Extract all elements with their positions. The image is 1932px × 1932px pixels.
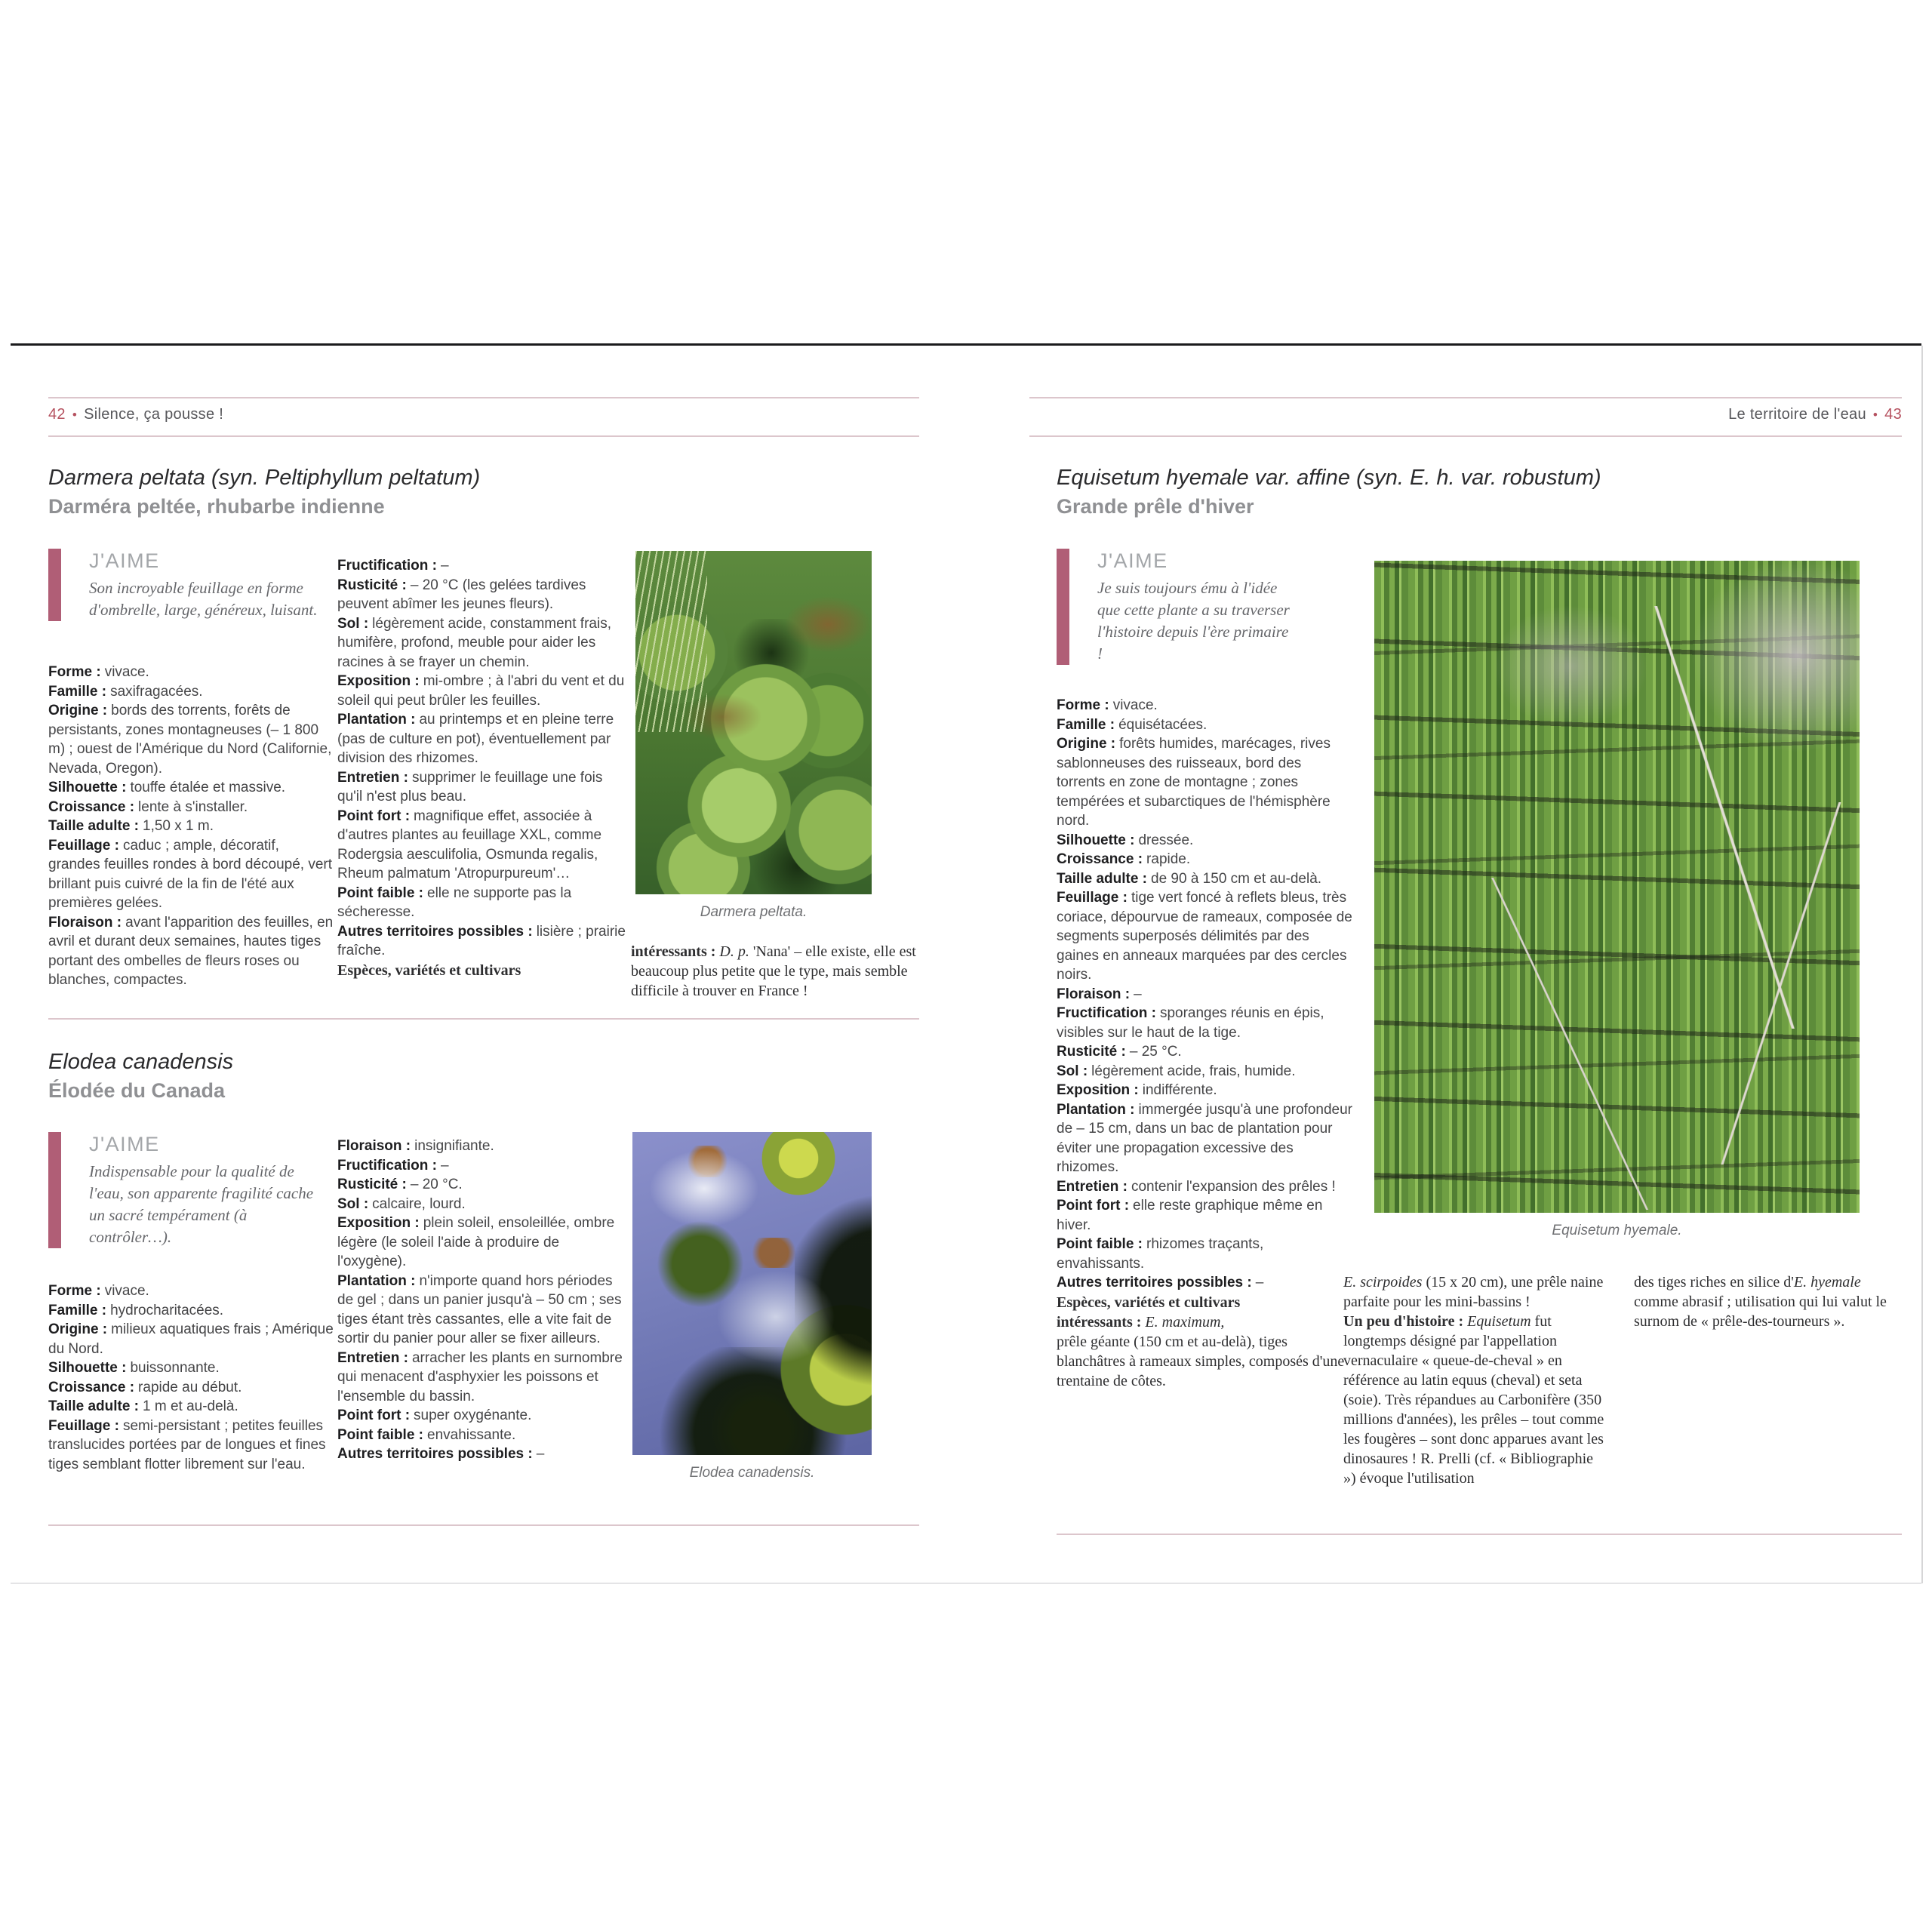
left-header-rule-bottom (48, 435, 919, 437)
spec-label: Taille adulte : (1057, 870, 1148, 887)
accent-bar (1057, 549, 1069, 665)
spec-line (337, 1214, 626, 1272)
spec-line (48, 798, 334, 817)
spec-label: Plantation : (1057, 1101, 1135, 1118)
spec-label: Exposition : (337, 1215, 420, 1231)
darmera-title-block (48, 465, 728, 518)
spec-value: – 25 °C. (1129, 1044, 1182, 1060)
right-header-rule-bottom (1029, 435, 1902, 437)
darmera-photo (635, 551, 872, 894)
spec-label: Silhouette : (48, 1360, 127, 1376)
spec-value: n'importe quand hors périodes de gel ; dans un panier jusqu'à – 50 cm ; ses tiges étant très cassantes, elle a vite fait de sortir du panier pour aller se fixer ailleurs. (337, 1272, 622, 1346)
darmera-cultivars-note (631, 942, 942, 1001)
spec-label: Autres territoires possibles : (1057, 1275, 1252, 1291)
spec-value: mi-ombre ; à l'abri du vent et du soleil qui peut brûler les feuilles. (337, 673, 625, 709)
spec-value: hydrocharitacées. (110, 1302, 224, 1318)
spec-label: Silhouette : (1057, 832, 1135, 848)
history-cont-post: comme abrasif ; utilisation qui lui valut le surnom de « prêle-des-tourneurs ». (1634, 1294, 1887, 1330)
spec-value: de 90 à 150 cm et au-delà. (1151, 870, 1322, 887)
elodea-jaime-block (48, 1132, 328, 1248)
spec-value: elle ne supporte pas la sécheresse. (337, 884, 572, 920)
darmera-common-name: Darméra peltée, rhubarbe indienne (48, 495, 385, 518)
spec-line (1057, 869, 1352, 889)
spec-value: saxifragacées. (110, 683, 203, 700)
spec-line (1057, 1042, 1352, 1062)
equisetum-cultivars-note (1057, 1312, 1352, 1332)
spec-line (337, 1137, 626, 1156)
elodea-specs-col2 (337, 1137, 626, 1464)
spec-label: Entretien : (337, 769, 408, 786)
spec-label: Plantation : (337, 712, 416, 728)
spec-value: rapide au début. (138, 1379, 242, 1395)
spec-line (1057, 831, 1352, 851)
history-cont-species: E. hyemale (1793, 1274, 1861, 1291)
spec-line (48, 1301, 334, 1321)
equisetum-common-name: Grande prêle d'hiver (1057, 495, 1254, 518)
spec-label: Point faible : (1057, 1236, 1143, 1252)
spec-label: Feuillage : (48, 1417, 119, 1434)
spec-label: Floraison : (1057, 986, 1131, 1002)
history-text: fut longtemps désigné par l'appellation vernaculaire « queue-de-cheval » en référence au latin equus (cheval) et seta (soie). Très répandues au Carbonifère (350 millions d'années), les prêles – tout comme les fougères – sont donc apparues avant les dinosaures ! R. Prelli (cf. « Bibliographie ») évoque l'utilisation (1343, 1313, 1604, 1487)
spec-label: Plantation : (337, 1272, 416, 1289)
left-running-header (48, 406, 919, 423)
spec-label: Fructification : (1057, 1005, 1156, 1021)
spec-label: Silhouette : (48, 780, 127, 795)
spec-line (337, 1426, 626, 1445)
cultivars-species: D. p. (719, 943, 749, 960)
spec-value: tige vert foncé à reflets bleus, très coriace, dépourvue de rameaux, composée de segments superposés délimités par des gaines en anneaux marquées par des cercles noirs. (1057, 890, 1352, 983)
equisetum-specs-list (1057, 696, 1352, 1293)
spec-line (337, 672, 626, 710)
spec-value: buissonnante. (130, 1360, 220, 1376)
history-intro-species: E. scirpoides (1343, 1274, 1423, 1291)
equisetum-photo-caption: Equisetum hyemale. (1552, 1223, 1682, 1238)
right-page-number: 43 (1884, 406, 1902, 423)
spec-value: indifférente. (1142, 1082, 1217, 1098)
spec-label: Entretien : (1057, 1178, 1128, 1195)
spec-line (48, 701, 334, 778)
spec-line (48, 1378, 334, 1398)
spec-label: Floraison : (48, 914, 122, 931)
elodea-title-block (48, 1049, 577, 1103)
spec-value: supprimer le feuillage une fois qu'il n'est plus beau. (337, 769, 603, 804)
spec-value: au printemps et en pleine terre (pas de culture en pot), éventuellement par division des rhizomes. (337, 712, 614, 766)
bullet-separator-icon: • (72, 408, 78, 422)
spec-label: Croissance : (1057, 851, 1143, 867)
history-cont-pre: des tiges riches en silice d' (1634, 1274, 1794, 1291)
spec-value: caduc ; ample, décoratif, grandes feuilles rondes à bord découpé, vert brillant puis cuivré de la fin de l'été aux premières gelées. (48, 837, 333, 911)
jaime-quote: Je suis toujours ému à l'idée que cette plante a su traverser l'histoire depuis l'ère primaire ! (1097, 579, 1290, 663)
jaime-label: J'AIME (89, 549, 160, 572)
spec-line (1057, 1100, 1352, 1177)
spec-label: Point fort : (337, 1407, 411, 1423)
spec-label: Taille adulte : (48, 1398, 140, 1414)
spec-value: sporanges réunis en épis, visibles sur le haut de la tige. (1057, 1005, 1324, 1041)
bullet-separator-icon: • (1872, 408, 1878, 422)
spec-label: Origine : (1057, 736, 1116, 752)
spec-value: envahissante. (427, 1426, 516, 1443)
cultivars-note-lead: intéressants : (631, 943, 716, 960)
spec-line (337, 710, 626, 768)
spec-label: Rusticité : (1057, 1044, 1126, 1060)
spec-value: vivace. (104, 1283, 149, 1299)
elodea-photo-caption: Elodea canadensis. (689, 1465, 815, 1481)
spec-line (48, 1320, 334, 1358)
spec-line (1057, 1196, 1352, 1235)
spec-label: Famille : (48, 683, 107, 700)
history-intro-text: (15 x 20 cm), une prêle naine parfaite pour les mini-bassins ! (1343, 1274, 1604, 1310)
spec-line (1057, 1081, 1352, 1100)
spec-label: Sol : (1057, 1063, 1088, 1079)
history-genus: Equisetum (1467, 1313, 1531, 1330)
accent-bar (48, 549, 61, 621)
spec-line (1057, 1273, 1352, 1293)
spec-label: Forme : (1057, 697, 1109, 713)
left-footer-rule (48, 1524, 919, 1526)
spec-value: légèrement acide, constamment frais, humifère, profond, meuble pour aider les racines à se frayer un chemin. (337, 615, 611, 670)
spec-value: équisétacées. (1118, 716, 1208, 733)
cultivars-species: E. maximum, (1145, 1313, 1225, 1331)
spec-label: Croissance : (48, 798, 135, 815)
spec-label: Origine : (48, 1321, 108, 1337)
spec-line (337, 1349, 626, 1407)
spec-label: Famille : (1057, 716, 1115, 733)
spec-label: Exposition : (337, 673, 420, 689)
spec-label: Sol : (337, 615, 369, 632)
spec-line (337, 922, 626, 961)
spec-line (48, 1358, 334, 1378)
left-section-divider (48, 1018, 919, 1020)
spec-line (1057, 888, 1352, 985)
spec-line (48, 663, 334, 682)
spec-label: Rusticité : (337, 1177, 407, 1192)
right-header-rule-top (1029, 397, 1902, 398)
spec-label: Fructification : (337, 558, 437, 574)
spec-value: – (536, 1446, 545, 1462)
left-header-title: Silence, ça pousse ! (84, 406, 224, 423)
spec-line (1057, 1062, 1352, 1081)
spec-line (337, 884, 626, 922)
spec-line (48, 817, 334, 836)
elodea-photo (632, 1132, 872, 1455)
spec-value: immergée jusqu'à une profondeur de – 15 cm, dans un bac de plantation pour éviter une propagation excessive des rhizomes. (1057, 1101, 1352, 1175)
spec-value: – (1134, 986, 1142, 1002)
spec-value: contenir l'expansion des prêles ! (1131, 1178, 1336, 1195)
equisetum-history-col2 (1634, 1272, 1900, 1331)
history-intro (1343, 1272, 1606, 1312)
spec-label: Feuillage : (1057, 890, 1128, 906)
spec-line (337, 1406, 626, 1426)
spec-line (337, 807, 626, 884)
page-right-edge (1921, 346, 1923, 1583)
spec-value: – (1255, 1275, 1264, 1291)
spec-value: milieux aquatiques frais ; Amérique du Nord. (48, 1321, 334, 1357)
darmera-photo-caption: Darmera peltata. (700, 904, 808, 920)
spec-value: calcaire, lourd. (372, 1195, 466, 1212)
darmera-specs-col1 (48, 663, 334, 990)
spec-label: Entretien : (337, 1349, 408, 1366)
spec-line (1057, 1004, 1352, 1042)
spec-label: Origine : (48, 703, 108, 718)
spec-label: Forme : (48, 1283, 101, 1299)
equisetum-history-col1 (1343, 1272, 1606, 1488)
spec-line (48, 1281, 334, 1301)
elodea-specs-col1 (48, 1281, 334, 1474)
spec-label: Autres territoires possibles : (337, 1446, 533, 1462)
cultivars-text: 'Nana' – elle existe, elle est beaucoup plus petite que le type, mais semble difficile à trouver en France ! (631, 943, 916, 999)
spec-line (337, 768, 626, 807)
spec-line (337, 1175, 626, 1195)
spec-value: bords des torrents, forêts de persistants, zones montagneuses (– 1 800 m) ; ouest de l'Amérique du Nord (Californie, Nevada, Oregon). (48, 703, 332, 777)
spec-line (337, 1272, 626, 1349)
equisetum-photo (1374, 561, 1860, 1213)
spec-value: légèrement acide, frais, humide. (1091, 1063, 1296, 1079)
spec-line (1057, 696, 1352, 715)
right-running-header (1029, 406, 1902, 423)
spec-line (1057, 734, 1352, 831)
history-paragraph (1343, 1312, 1606, 1488)
spec-line (48, 1397, 334, 1417)
spec-value: vivace. (1112, 697, 1158, 713)
spec-value: super oxygénante. (414, 1407, 532, 1423)
spec-value: elle reste graphique même en hiver. (1057, 1198, 1323, 1233)
spec-value: lisière ; prairie fraîche. (337, 923, 626, 958)
spec-line (1057, 850, 1352, 869)
spec-value: lente à s'installer. (138, 798, 248, 815)
spec-label: Sol : (337, 1195, 369, 1212)
spec-line (337, 576, 626, 614)
spec-value: rapide. (1146, 851, 1191, 867)
spec-label: Croissance : (48, 1379, 135, 1395)
spec-line (48, 836, 334, 913)
jaime-label: J'AIME (89, 1133, 160, 1155)
spec-label: Point fort : (337, 808, 411, 824)
equisetum-latin-name: Equisetum hyemale var. affine (syn. E. h. var. robustum) (1057, 466, 1601, 490)
spec-value: 1 m et au-delà. (143, 1398, 238, 1414)
darmera-specs-col2 (337, 556, 626, 980)
spec-line (337, 1156, 626, 1176)
spec-label: Exposition : (1057, 1082, 1139, 1098)
jaime-label: J'AIME (1097, 549, 1168, 572)
spec-value: insignifiante. (414, 1138, 494, 1154)
spec-value: dressée. (1138, 832, 1194, 848)
spec-label: Rusticité : (337, 577, 407, 593)
spec-label: Point faible : (337, 1426, 423, 1443)
spec-label: Famille : (48, 1302, 107, 1318)
spec-value: – (440, 558, 449, 574)
spec-value: – (440, 1157, 449, 1174)
spec-line (48, 913, 334, 990)
spec-line (1057, 1177, 1352, 1197)
spec-label: Feuillage : (48, 837, 119, 854)
right-footer-rule (1057, 1534, 1902, 1535)
spec-value: vivace. (104, 664, 149, 680)
spec-line (337, 556, 626, 576)
spec-value: – 20 °C (les gelées tardives peuvent abîmer les jeunes fleurs). (337, 577, 586, 612)
spec-label: Point faible : (337, 884, 423, 901)
spec-line (48, 1417, 334, 1475)
jaime-quote: Indispensable pour la qualité de l'eau, son apparente fragilité cache un sacré tempérament (à contrôler…). (89, 1162, 314, 1246)
spec-line (337, 1195, 626, 1214)
spec-value: magnifique effet, associée à d'autres plantes au feuillage XXL, comme Rodergsia aesculifolia, Osmunda regalis, Rheum palmatum 'Atropurpureum'… (337, 808, 602, 881)
jaime-quote: Son incroyable feuillage en forme d'ombrelle, large, généreux, luisant. (89, 579, 318, 619)
spec-label: Point fort : (1057, 1198, 1130, 1214)
spec-value: arracher les plants en surnombre qui menacent d'asphyxier les poissons et l'ensemble du bassin. (337, 1349, 623, 1404)
spec-value: avant l'apparition des feuilles, en avril et durant deux semaines, hautes tiges portant des ombelles de fleurs roses ou blanches, compactes. (48, 914, 334, 988)
spec-label: Fructification : (337, 1157, 437, 1174)
spec-line (1057, 1235, 1352, 1273)
spec-value: rhizomes traçants, envahissants. (1057, 1236, 1264, 1272)
spec-line (48, 778, 334, 798)
spec-line (1057, 985, 1352, 1004)
left-page-number: 42 (48, 406, 66, 423)
history-continuation (1634, 1272, 1900, 1331)
spec-line (337, 614, 626, 672)
cultivars-note-lead: intéressants : (1057, 1313, 1142, 1331)
spec-line (337, 1444, 626, 1464)
left-header-rule-top (48, 397, 919, 398)
spec-value: forêts humides, marécages, rives sablonneuses des ruisseaux, bord des torrents en zone de montagne ; zones tempérées et subarctiques de l'hémisphère nord. (1057, 736, 1331, 829)
equisetum-cultivars-more: prêle géante (150 cm et au-delà), tiges blanchâtres à rameaux simples, composés d'une trentaine de côtes. (1057, 1333, 1345, 1389)
spec-line (1057, 715, 1352, 735)
spec-label: Forme : (48, 664, 101, 680)
spec-value: semi-persistant ; petites feuilles translucides portées par de longues et fines tiges semblant flotter librement sur l'eau. (48, 1417, 326, 1472)
spread-top-edge (11, 343, 1921, 346)
spec-label: Floraison : (337, 1138, 411, 1154)
spec-line (48, 682, 334, 702)
spec-value: – 20 °C. (410, 1177, 463, 1192)
accent-bar (48, 1132, 61, 1248)
spec-value: 1,50 x 1 m. (143, 818, 214, 834)
darmera-jaime-block (48, 549, 328, 621)
right-header-title: Le territoire de l'eau (1728, 406, 1866, 423)
especes-heading: Espèces, variétés et cultivars (337, 961, 521, 979)
spec-value: touffe étalée et massive. (130, 780, 286, 795)
especes-heading: Espèces, variétés et cultivars (1057, 1294, 1241, 1311)
darmera-specs-col2-list (337, 556, 626, 961)
elodea-common-name: Élodée du Canada (48, 1079, 226, 1102)
spec-label: Taille adulte : (48, 818, 140, 834)
darmera-latin-name: Darmera peltata (syn. Peltiphyllum peltatum) (48, 466, 481, 490)
spec-label: Autres territoires possibles : (337, 923, 533, 940)
elodea-latin-name: Elodea canadensis (48, 1050, 234, 1074)
equisetum-specs-col (1057, 696, 1352, 1391)
equisetum-jaime-block (1057, 549, 1336, 665)
history-lead: Un peu d'histoire : (1343, 1313, 1464, 1330)
spec-value: plein soleil, ensoleillée, ombre légère (le soleil l'aide à produire de l'oxygène). (337, 1215, 615, 1269)
spread-bottom-edge (11, 1583, 1921, 1584)
equisetum-title-block (1057, 465, 1811, 518)
